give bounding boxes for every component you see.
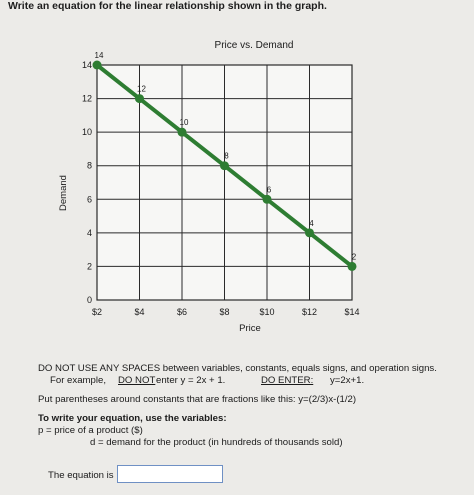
data-point-label: 12 xyxy=(137,84,146,94)
y-tick-label: 2 xyxy=(86,261,92,272)
data-point-label: 4 xyxy=(309,218,314,228)
data-point-label: 2 xyxy=(351,252,357,262)
x-tick-label: $12 xyxy=(301,307,318,317)
no-spaces-instruction: DO NOT USE ANY SPACES between variables, constants, equals signs, and operation signs. xyxy=(38,363,437,374)
do-enter-text: DO ENTER: xyxy=(261,375,314,386)
do-not-text: DO NOT xyxy=(118,375,156,386)
x-tick-label: $4 xyxy=(134,307,145,317)
equation-input[interactable] xyxy=(117,465,223,483)
data-point xyxy=(263,195,272,204)
answer-label: The equation is xyxy=(48,470,114,481)
y-tick-label: 14 xyxy=(81,60,92,70)
variables-heading: To write your equation, use the variables: xyxy=(38,413,227,424)
example-line xyxy=(38,375,458,387)
instructions-block xyxy=(38,363,458,449)
question-text: Write an equation for the linear relationship shown in the graph. xyxy=(8,0,327,12)
variable-p: p = price of a product ($) xyxy=(38,425,143,436)
example-good: y=2x+1. xyxy=(330,375,365,386)
x-tick-label: $8 xyxy=(219,307,230,317)
y-tick-label: 6 xyxy=(86,194,92,205)
y-tick-label: 10 xyxy=(81,127,92,138)
x-tick-label: $14 xyxy=(344,307,360,317)
data-point-label: 6 xyxy=(266,185,272,195)
data-point-label: 8 xyxy=(224,151,229,161)
data-point xyxy=(135,94,144,103)
y-tick-label: 0 xyxy=(86,295,92,305)
y-tick-label: 12 xyxy=(81,93,92,104)
y-axis-label: Demand xyxy=(58,175,69,211)
data-point xyxy=(93,61,102,70)
example-prefix: For example, xyxy=(50,375,106,386)
y-tick-label: 4 xyxy=(86,227,92,238)
data-point-label: 14 xyxy=(94,51,104,60)
x-tick-label: $2 xyxy=(91,307,103,317)
x-axis-label: Price xyxy=(239,323,261,334)
data-point xyxy=(348,262,357,271)
data-point xyxy=(220,161,229,170)
chart-title: Price vs. Demand xyxy=(214,40,294,51)
variable-d: d = demand for the product (in hundreds of thousands sold) xyxy=(90,437,343,448)
x-tick-label: $10 xyxy=(259,307,275,317)
data-point xyxy=(178,128,187,137)
data-point-label: 10 xyxy=(179,118,189,128)
parentheses-instruction: Put parentheses around constants that are fractions like this: y=(2/3)x-(1/2) xyxy=(38,394,357,405)
x-tick-label: $6 xyxy=(176,307,188,317)
y-tick-label: 8 xyxy=(86,160,92,171)
data-point xyxy=(305,228,314,237)
example-bad: enter y = 2x + 1. xyxy=(156,375,226,386)
